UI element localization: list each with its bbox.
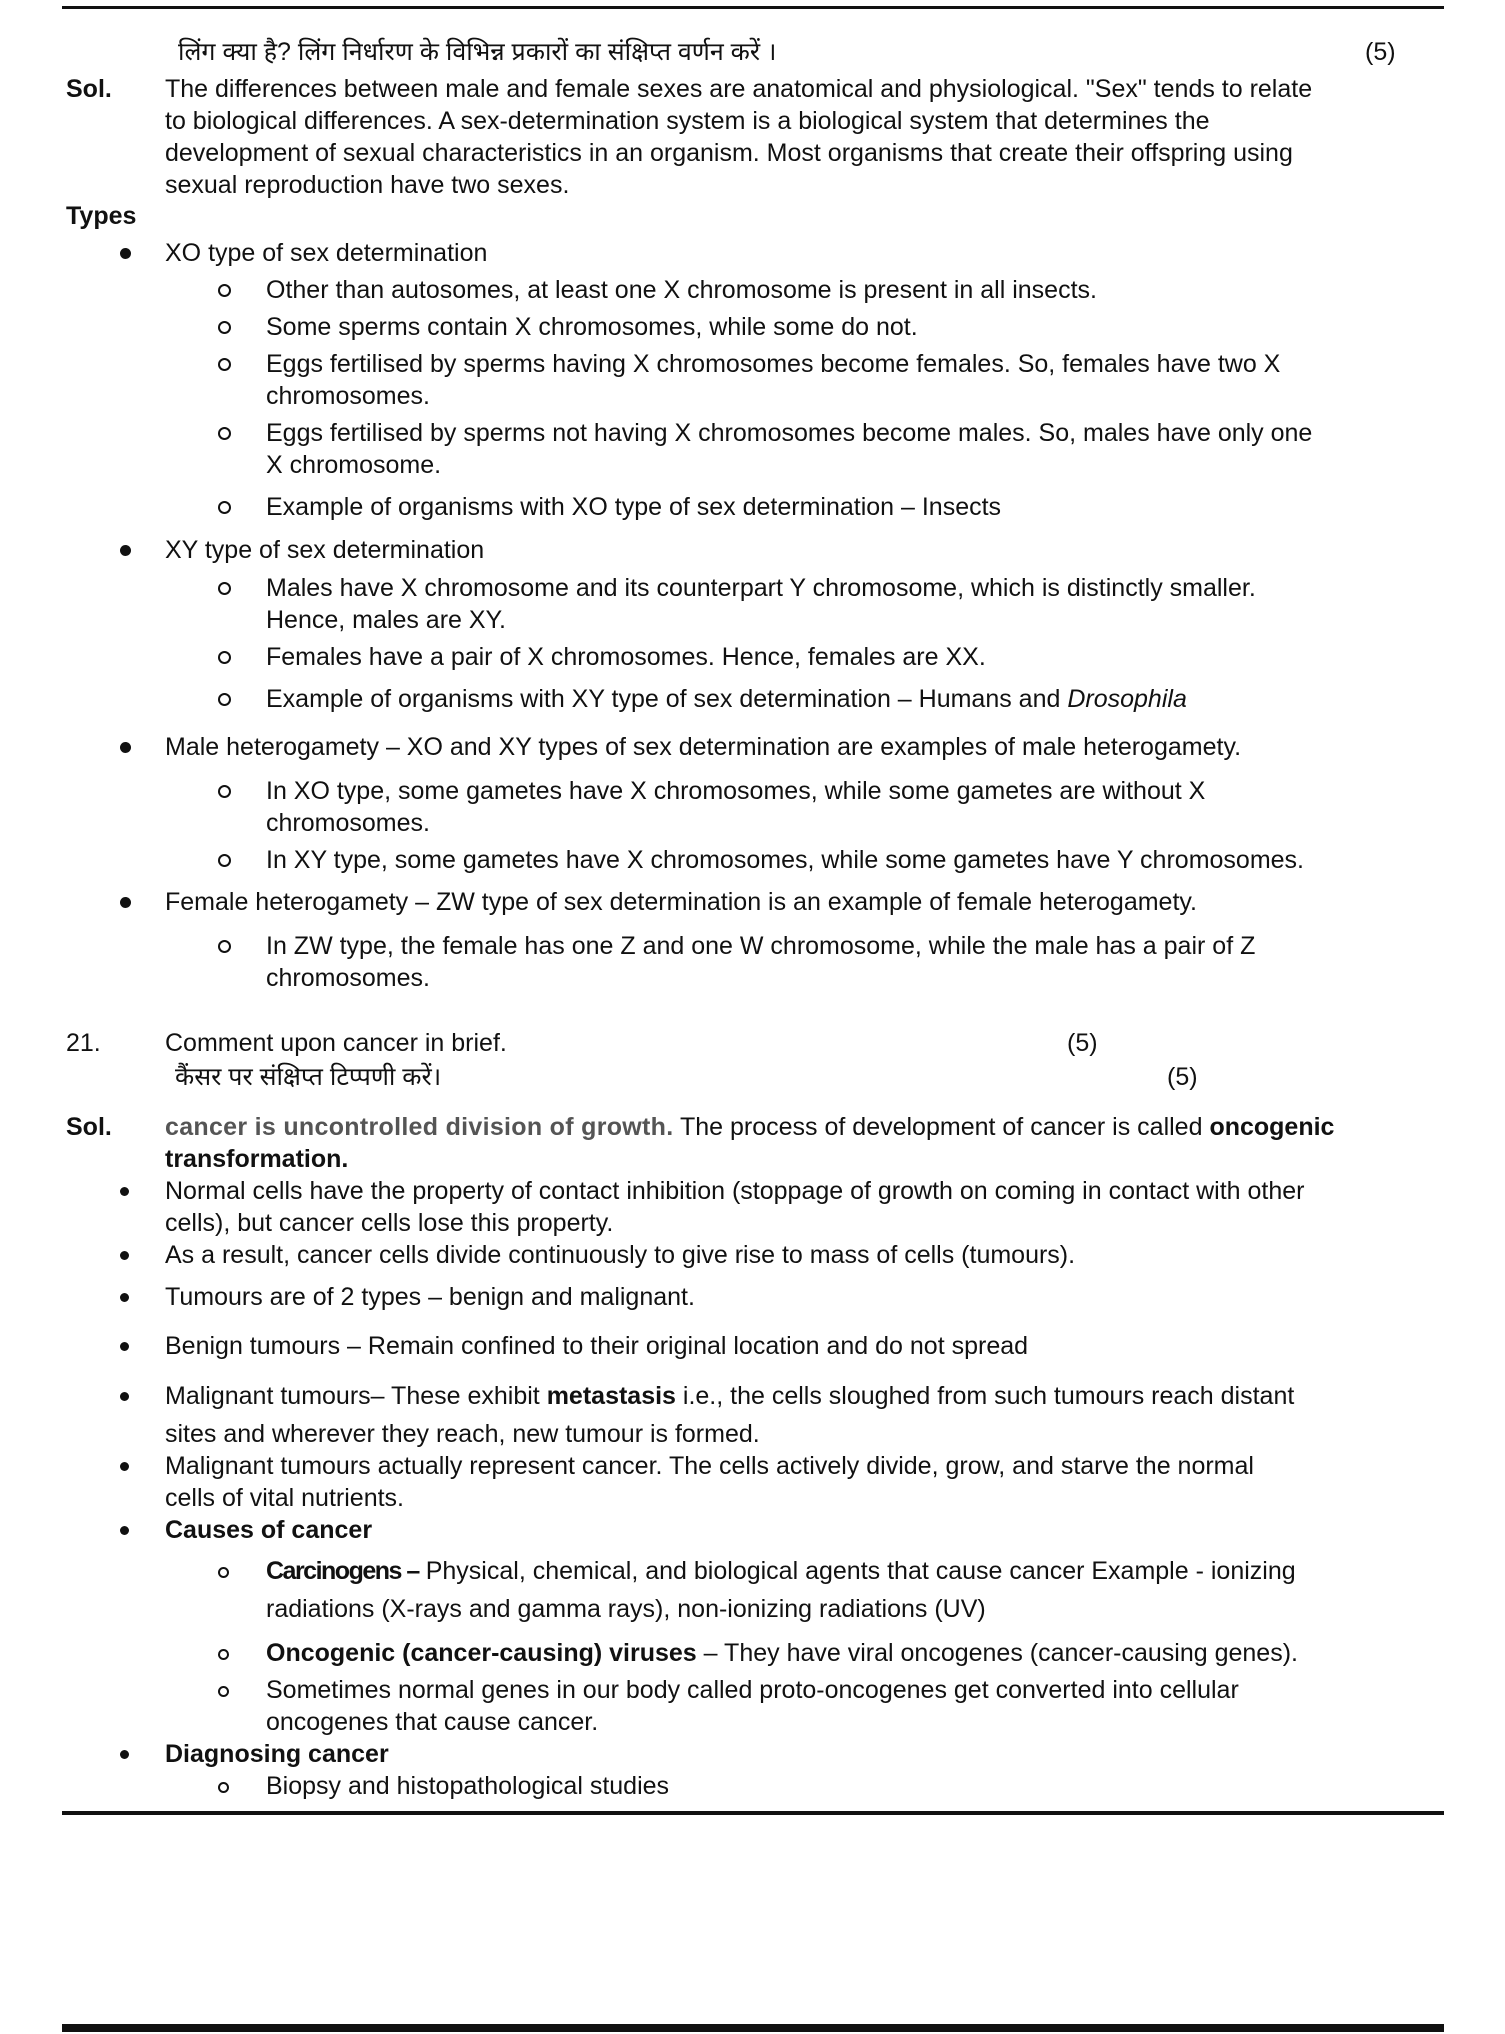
circle-bullet-icon — [218, 1567, 229, 1578]
list-item: Malignant tumours– These exhibit metastasis i.e., the cells sloughed from such tumours reach distant — [165, 1382, 1295, 1410]
circle-bullet-icon — [218, 854, 231, 867]
list-item: Eggs fertilised by sperms having X chromosomes become females. So, females have two X — [266, 350, 1281, 378]
list-item: Example of organisms with XO type of sex determination – Insects — [266, 493, 1002, 521]
list-item: In XO type, some gametes have X chromosomes, while some gametes are without X — [266, 777, 1206, 805]
hindi-question: लिंग क्या है? लिंग निर्धारण के विभिन्न प्रकारों का संक्षिप्त वर्णन करें । — [178, 38, 777, 66]
list-item: In ZW type, the female has one Z and one W chromosome, while the male has a pair of Z — [266, 932, 1256, 960]
drosophila-text: Drosophila — [1067, 685, 1187, 713]
circle-bullet-icon — [218, 651, 231, 664]
section-end-rule — [62, 1811, 1444, 1815]
question-number: 21. — [66, 1029, 101, 1057]
question-marks-hi: (5) — [1167, 1063, 1198, 1091]
circle-bullet-icon — [218, 582, 231, 595]
male-heterogamety-title: Male heterogamety – XO and XY types of sex determination are examples of male heterogamety. — [165, 733, 1242, 761]
bullet-icon — [120, 1462, 129, 1471]
hindi-question-21: कैंसर पर संक्षिप्त टिप्पणी करें। — [175, 1063, 442, 1091]
circle-bullet-icon — [218, 358, 231, 371]
list-item: sites and wherever they reach, new tumour is formed. — [165, 1420, 760, 1448]
top-rule — [62, 6, 1444, 9]
circle-bullet-icon — [218, 284, 231, 297]
list-item: Some sperms contain X chromosomes, while some do not. — [266, 313, 918, 341]
list-item: Tumours are of 2 types – benign and malignant. — [165, 1283, 695, 1311]
question-marks: (5) — [1365, 38, 1396, 66]
list-item: X chromosome. — [266, 451, 442, 479]
bullet-icon — [120, 1251, 129, 1260]
list-item: Carcinogens – Physical, chemical, and biological agents that cause cancer Example - ionizing — [266, 1557, 1296, 1585]
types-heading: Types — [66, 202, 137, 230]
circle-bullet-icon — [218, 940, 231, 953]
page-footer-rule — [62, 2024, 1444, 2032]
bullet-icon — [120, 1342, 129, 1351]
faded-definition: cancer is uncontrolled division of growth. — [165, 1113, 674, 1141]
list-item: Example of organisms with XY type of sex determination – Humans and Drosophila — [266, 685, 1187, 713]
circle-bullet-icon — [218, 1782, 229, 1793]
list-item: chromosomes. — [266, 964, 430, 992]
bullet-icon — [120, 742, 131, 753]
circle-bullet-icon — [218, 1649, 229, 1660]
sol-label-21: Sol. — [66, 1113, 112, 1141]
list-item: Oncogenic (cancer-causing) viruses – They have viral oncogenes (cancer-causing genes). — [266, 1639, 1298, 1667]
diagnosing-heading: Diagnosing cancer — [165, 1740, 389, 1768]
question-marks-en: (5) — [1067, 1029, 1098, 1057]
list-item: Eggs fertilised by sperms not having X chromosomes become males. So, males have only one — [266, 419, 1313, 447]
list-item: Biopsy and histopathological studies — [266, 1772, 670, 1800]
list-item: chromosomes. — [266, 809, 430, 837]
question-text: Comment upon cancer in brief. — [165, 1029, 507, 1057]
list-item: cells), but cancer cells lose this property. — [165, 1209, 614, 1237]
bullet-icon — [120, 1750, 129, 1759]
list-item: radiations (X-rays and gamma rays), non-ionizing radiations (UV) — [266, 1595, 986, 1623]
list-item: Females have a pair of X chromosomes. Hence, females are XX. — [266, 643, 986, 671]
bullet-icon — [120, 248, 131, 259]
circle-bullet-icon — [218, 1686, 229, 1697]
list-item: cells of vital nutrients. — [165, 1484, 404, 1512]
causes-heading: Causes of cancer — [165, 1516, 373, 1544]
bullet-icon — [120, 1293, 129, 1302]
list-item: Normal cells have the property of contact inhibition (stoppage of growth on coming in contact with other — [165, 1177, 1305, 1205]
circle-bullet-icon — [218, 427, 231, 440]
list-item: Males have X chromosome and its counterpart Y chromosome, which is distinctly smaller. — [266, 574, 1256, 602]
bullet-icon — [120, 897, 131, 908]
female-heterogamety-title: Female heterogamety – ZW type of sex determination is an example of female heterogamety. — [165, 888, 1197, 916]
bullet-icon — [120, 1392, 129, 1401]
bullet-icon — [120, 1526, 129, 1535]
list-item: oncogenes that cause cancer. — [266, 1708, 599, 1736]
sol-label: Sol. — [66, 75, 112, 103]
sol-intro-21: cancer is uncontrolled division of growth. The process of development of cancer is called oncogenic — [165, 1113, 1335, 1141]
circle-bullet-icon — [218, 693, 231, 706]
circle-bullet-icon — [218, 321, 231, 334]
circle-bullet-icon — [218, 785, 231, 798]
list-item: chromosomes. — [266, 382, 430, 410]
list-item: Hence, males are XY. — [266, 606, 506, 634]
sol-intro-21-line2: transformation. — [165, 1145, 349, 1173]
circle-bullet-icon — [218, 501, 231, 514]
list-item: Sometimes normal genes in our body called proto-oncogenes get converted into cellular — [266, 1676, 1239, 1704]
xo-title: XO type of sex determination — [165, 239, 488, 267]
list-item: Benign tumours – Remain confined to their original location and do not spread — [165, 1332, 1029, 1360]
xy-title: XY type of sex determination — [165, 536, 485, 564]
bullet-icon — [120, 545, 131, 556]
bullet-icon — [120, 1187, 129, 1196]
list-item: In XY type, some gametes have X chromosomes, while some gametes have Y chromosomes. — [266, 846, 1305, 874]
list-item: Malignant tumours actually represent cancer. The cells actively divide, grow, and starve the normal — [165, 1452, 1254, 1480]
list-item: Other than autosomes, at least one X chromosome is present in all insects. — [266, 276, 1097, 304]
list-item: As a result, cancer cells divide continuously to give rise to mass of cells (tumours). — [165, 1241, 1076, 1269]
